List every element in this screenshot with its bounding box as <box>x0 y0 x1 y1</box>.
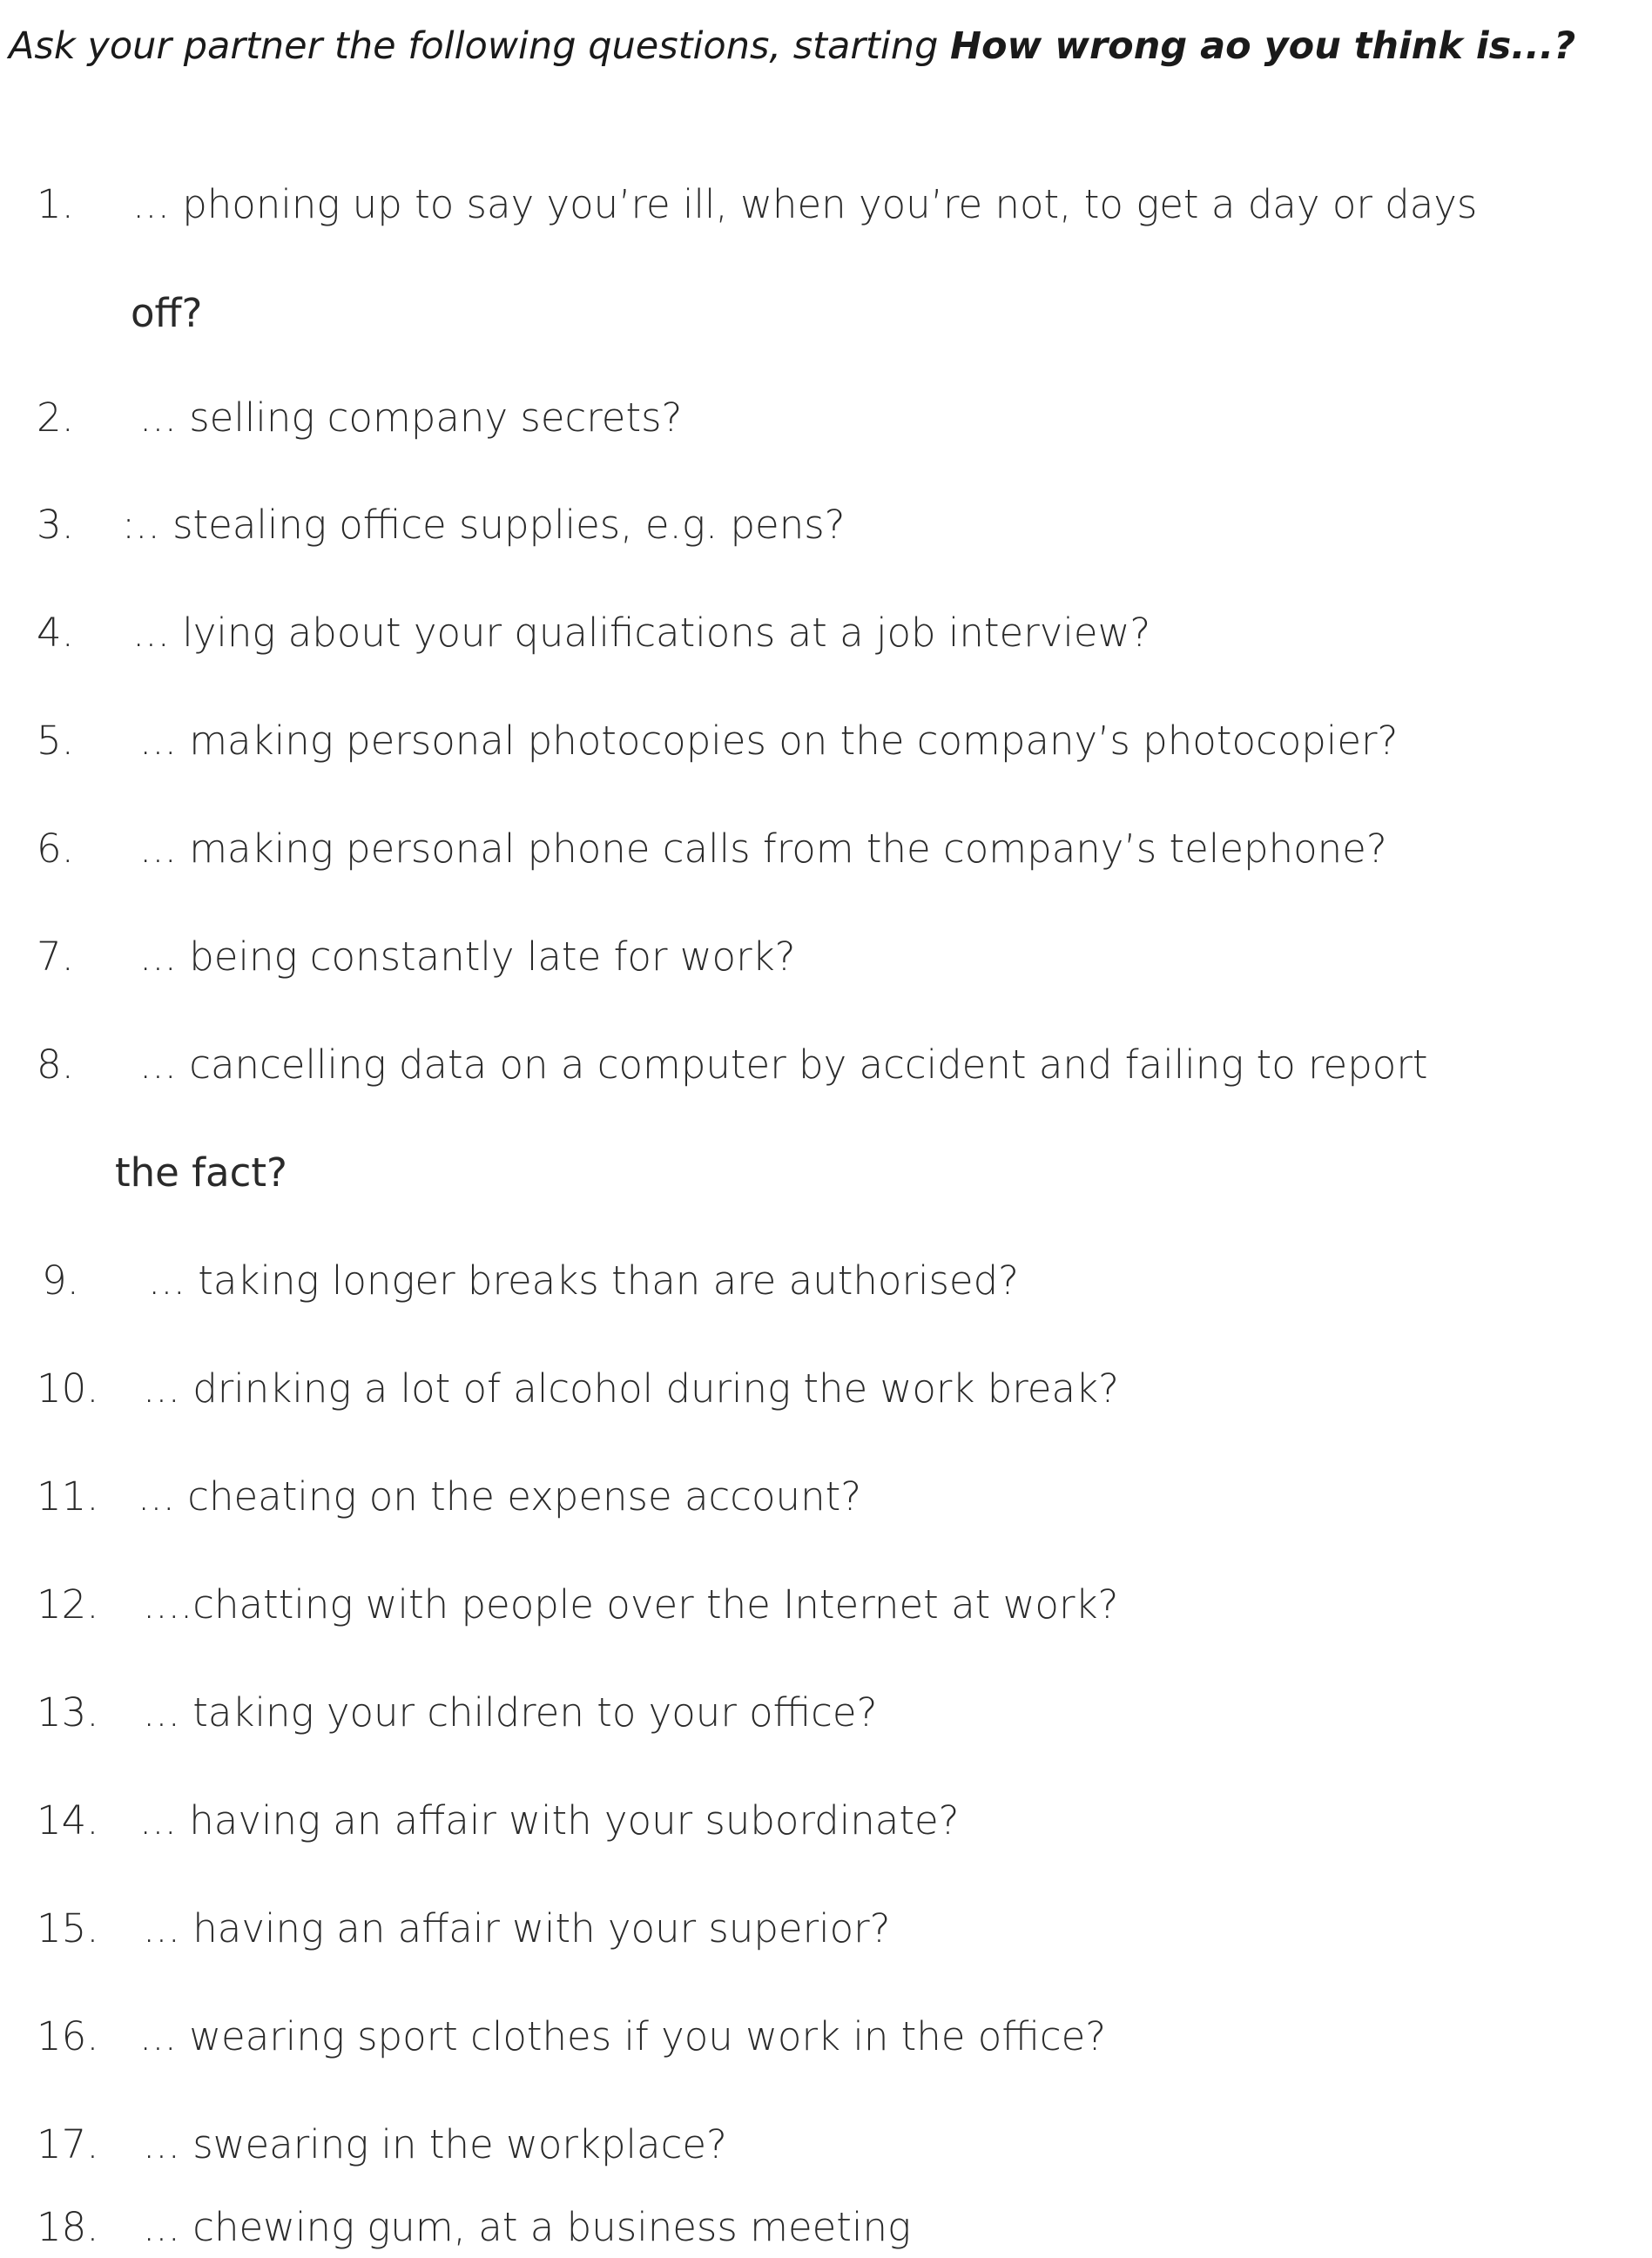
question-text: ... wearing sport clothes if you work in the office? <box>139 2013 1107 2059</box>
question-text: ... being constantly late for work? <box>139 934 796 980</box>
question-text: ....chatting with people over the Internet at work? <box>143 1581 1119 1628</box>
question-number: 4. <box>37 610 74 656</box>
question-number: 17. <box>37 2121 99 2167</box>
question-number: 14. <box>37 1797 99 1843</box>
instruction-prefix: Ask your partner the following questions, starting <box>9 24 951 68</box>
question-number: 2. <box>37 394 74 441</box>
question-number: 13. <box>37 1689 99 1736</box>
question-text: ... phoning up to say you’re ill, when you’re not, to get a day or days <box>132 181 1478 227</box>
question-text: ... lying about your qualifications at a job interview? <box>132 610 1151 656</box>
question-number: 6. <box>37 826 74 872</box>
question-text: :.. stealing office supplies, e.g. pens? <box>122 502 846 548</box>
question-number: 16. <box>37 2013 99 2059</box>
question-text: ... having an affair with your superior? <box>143 1905 891 1951</box>
question-text: ... chewing gum, at a business meeting <box>143 2204 911 2250</box>
question-number: 8. <box>37 1041 74 1088</box>
question-text: ... drinking a lot of alcohol during the work break? <box>143 1365 1120 1412</box>
question-text: ... taking your children to your office? <box>143 1689 878 1736</box>
instruction-line <box>9 16 1575 77</box>
question-text: ... selling company secrets? <box>139 394 683 441</box>
question-text: ... cheating on the expense account? <box>138 1473 862 1520</box>
question-number: 10. <box>37 1365 99 1412</box>
question-number: 1. <box>37 181 74 227</box>
question-text: ... cancelling data on a computer by accident and failing to report <box>139 1041 1428 1088</box>
question-continuation: the fact? <box>115 1149 287 1196</box>
question-continuation: off? <box>131 290 203 336</box>
question-text: ... having an affair with your subordinate? <box>139 1797 960 1843</box>
instruction-bold: How wrong ao you think is...? <box>950 24 1576 68</box>
question-number: 7. <box>37 934 74 980</box>
question-number: 11. <box>37 1473 99 1520</box>
question-number: 18. <box>37 2204 99 2250</box>
question-number: 15. <box>37 1905 99 1951</box>
question-text: ... swearing in the workplace? <box>143 2121 727 2167</box>
question-number: 5. <box>37 718 74 764</box>
question-text: ... taking longer breaks than are authorised? <box>148 1257 1020 1304</box>
question-text: ... making personal phone calls from the company’s telephone? <box>139 826 1387 872</box>
question-number: 12. <box>37 1581 99 1628</box>
question-text: ... making personal photocopies on the company’s photocopier? <box>139 718 1399 764</box>
question-number: 3. <box>37 502 74 548</box>
question-number: 9. <box>42 1257 79 1304</box>
